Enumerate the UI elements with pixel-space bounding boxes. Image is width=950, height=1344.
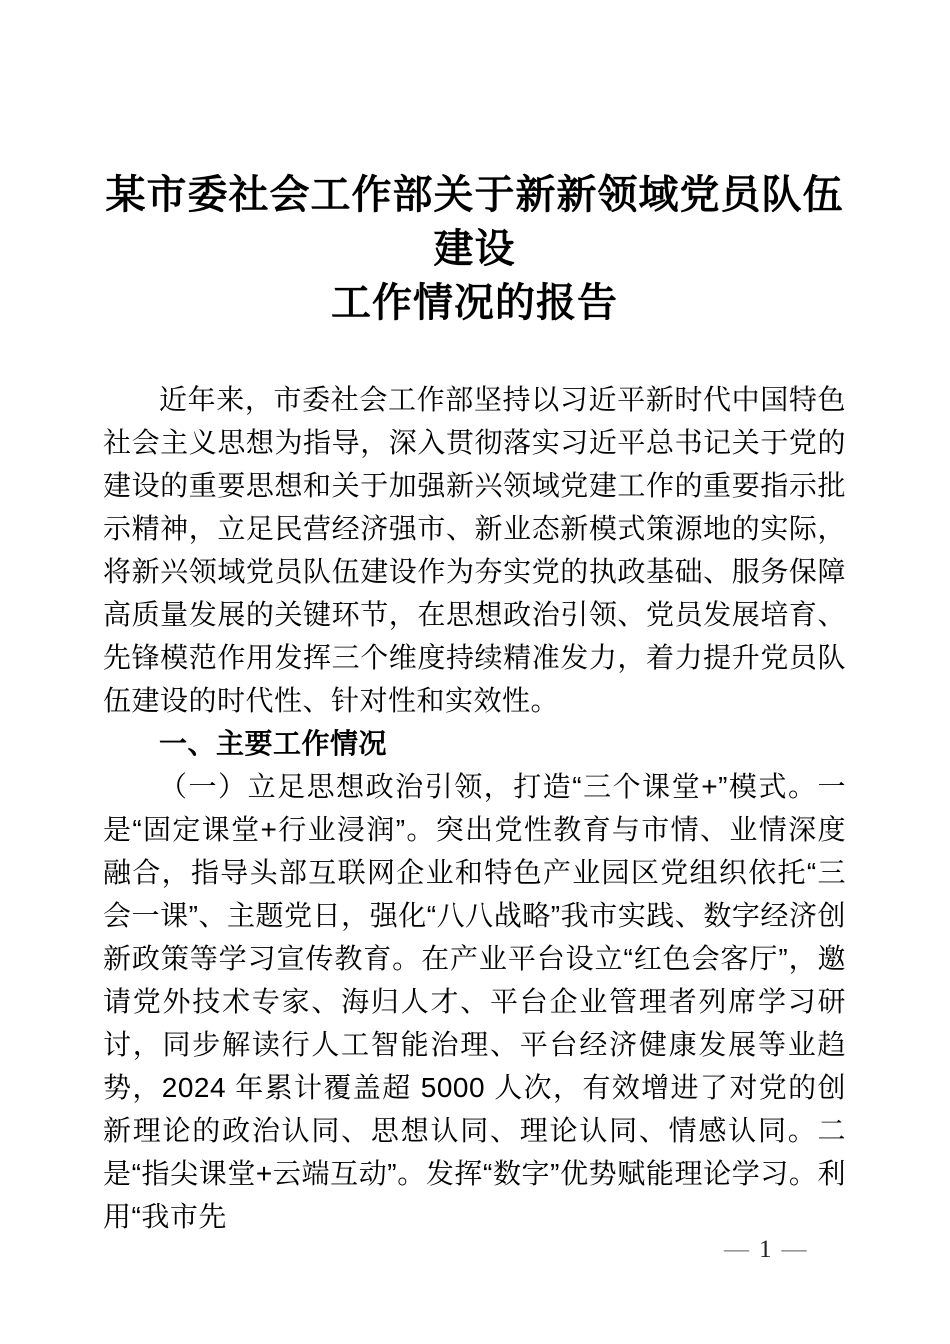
paragraph-introduction: 近年来，市委社会工作部坚持以习近平新时代中国特色社会主义思想为指导，深入贯彻落实习近平总书记关于党的建设的重要思想和关于加强新兴领域党建工作的重要指示批示精神，立足民营经济强市、新业态新模式策源地的实际，将新兴领域党员队伍建设作为夯实党的执政基础、服务保障高质量发展的关键环节，在思想政治引领、党员发展培育、先锋模范作用发挥三个维度持续精准发力，着力提升党员队伍建设的时代性、针对性和实效性。 (103, 384, 846, 716)
page-footer (718, 1236, 813, 1264)
paragraph-section-one: （一）立足思想政治引领，打造“三个课堂+”模式。一是“固定课堂+行业浸润”。突出党性教育与市情、业情深度融合，指导头部互联网企业和特色产业园区党组织依托“三会一课”、主题党日，强化“八八战略”我市实践、数字经济创新政策等学习宣传教育。在产业平台设立“红色会客厅”，邀请党外技术专家、海归人才、平台企业管理者列席学习研讨，同步解读行人工智能治理、平台经济健康发展等业趋势，2024 年累计覆盖超 5000 人次，有效增进了对党的创新理论的政治认同、思想认同、理论认同、情感认同。二是“指尖课堂+云端互动”。发挥“数字”优势赋能理论学习。利用“我市先 (103, 771, 846, 1232)
document-title (103, 168, 846, 330)
footer-dash-left: — (724, 1236, 749, 1263)
page-number: 1 (759, 1236, 772, 1263)
section-heading-main-work: 一、主要工作情况 (159, 728, 388, 759)
document-title-line-1: 某市委社会工作部关于新新领域党员队伍建设 (105, 173, 844, 271)
document-title-line-2: 工作情况的报告 (331, 281, 618, 325)
footer-dash-right: — (781, 1236, 807, 1263)
